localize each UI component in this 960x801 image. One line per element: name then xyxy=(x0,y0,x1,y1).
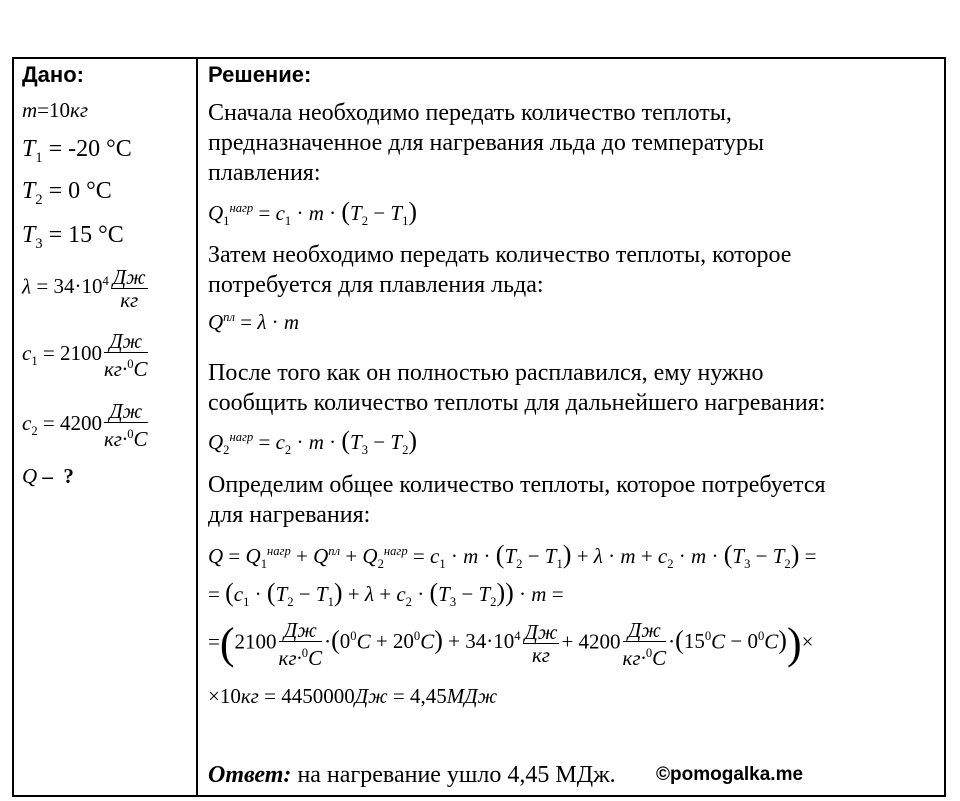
answer-text: на нагревание ушло 4,45 МДж. xyxy=(297,762,616,788)
formula-total-line-1: $Q = Q_1^{нагр} + Q^{пл} + Q_2^{нагр} = c_1 \cdot m \cdot (T_2 - T_1) + \lambda \cdot m + c_2 \cdot m \cdot (T_3 - T_2)$ = xyxy=(208,540,817,572)
paragraph-1-line-1: Сначала необходимо передать количество теплоты, xyxy=(208,100,732,126)
paragraph-3-line-2: сообщить количество теплоты для дальнейшего нагревания: xyxy=(208,390,826,416)
formula-total-line-2: = $(c_1 \cdot (T_2 - T_1) + \lambda + c_2 \cdot (T_3 - T_2)) \cdot m$ = xyxy=(208,578,564,610)
watermark: ©pomogalka.me xyxy=(656,764,804,785)
formula-total-line-3: =(2100 $\frac{Дж}{кг\cdot^0C}$ $\cdot(0^0C + 20^0C) + 34\cdot 10^4$ $\frac{Дж}{кг}$ + 4200 $\frac{Дж}{кг\cdot^0C}$ $\cdot(15^0C - 0^0C))\times$ xyxy=(208,617,814,670)
given-header: Дано: xyxy=(22,62,84,87)
given-t2: $T_2 = 0$ °C xyxy=(22,178,112,208)
paragraph-4-line-2: для нагревания: xyxy=(208,502,371,528)
paragraph-1-line-3: плавления: xyxy=(208,160,321,186)
given-lambda: $\lambda = 34\cdot 10^4$ $\frac{Дж}{кг}$ xyxy=(22,265,146,312)
given-find: Q – ? xyxy=(22,464,74,488)
answer xyxy=(208,760,616,790)
paragraph-3-line-1: После того как он полностью расплавился, ему нужно xyxy=(208,360,764,386)
given-mass: m=10кг xyxy=(22,98,89,122)
formula-total-line-4: ×10кг = 4450000Дж = 4,45МДж xyxy=(208,684,498,708)
given-c1: $c_1 = 2100$ $\frac{Дж}{кг\cdot^0C}$ xyxy=(22,329,148,381)
paragraph-4-line-1: Определим общее количество теплоты, которое потребуется xyxy=(208,472,826,498)
given-t1: $T_1 = -20$ °C xyxy=(22,136,132,166)
solution-header: Решение: xyxy=(208,62,312,87)
formula-melting: $Q^{пл} = \lambda \cdot m$ xyxy=(208,310,300,334)
formula-heating-ice: $Q_1^{нагр} = c_1 \cdot m \cdot (T_2 - T_1)$ xyxy=(208,197,418,229)
paragraph-2-line-1: Затем необходимо передать количество теплоты, которое xyxy=(208,242,792,268)
given-t3: $T_3 = 15$ °C xyxy=(22,222,124,252)
column-divider xyxy=(196,57,198,797)
answer-label: Ответ: xyxy=(208,762,292,788)
paragraph-1-line-2: предназначенное для нагревания льда до температуры xyxy=(208,130,765,156)
given-c2: $c_2 = 4200$ $\frac{Дж}{кг\cdot^0C}$ xyxy=(22,399,148,451)
formula-heating-water: $Q_2^{нагр} = c_2 \cdot m \cdot (T_3 - T_2)$ xyxy=(208,426,418,458)
paragraph-2-line-2: потребуется для плавления льда: xyxy=(208,272,544,298)
